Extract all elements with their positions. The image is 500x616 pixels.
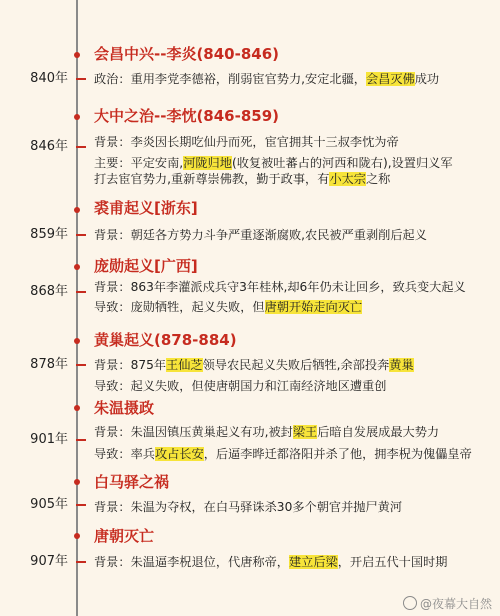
timeline-tick [76, 291, 86, 293]
highlight: 会昌灭佛 [366, 72, 415, 86]
timeline-dot [74, 533, 80, 539]
section-line: 背景：朱温为夺权，在白马驿诛杀30多个朝官并抛尸黄河 [94, 500, 403, 514]
year-label: 859年 [30, 227, 68, 242]
section-line: 背景：朝廷各方势力斗争严重逐渐腐败,农民被严重剥削后起义 [94, 228, 427, 242]
highlight: 攻占长安 [154, 447, 204, 461]
timeline-tick [76, 146, 86, 148]
highlight: 黄巢 [389, 358, 414, 372]
timeline-dot [74, 338, 80, 344]
section-line: 导致：起义失败，但使唐朝国力和江南经济地区遭重创 [94, 379, 387, 393]
timeline-axis [76, 0, 78, 616]
section-line: 背景：875年王仙芝领导农民起义失败后牺牲,余部投奔黄巢 [94, 358, 414, 372]
section-line: 背景：朱温因镇压黄巢起义有功,被封梁王后暗自发展成最大势力 [94, 425, 440, 439]
section-line: 背景：863年李灌派戍兵守3年桂林,却6年仍未让回乡，致兵变大起义 [94, 280, 466, 294]
section-line: 背景：朱温逼李柷退位，代唐称帝，建立后梁，开启五代十国时期 [94, 555, 448, 569]
watermark-icon [403, 596, 417, 610]
year-label: 878年 [30, 357, 68, 372]
timeline-tick [76, 78, 86, 80]
section-title: 朱温摄政 [94, 399, 155, 417]
year-label: 907年 [30, 554, 68, 569]
section-title: 庞勋起义[广西] [94, 257, 198, 275]
timeline-tick [76, 234, 86, 236]
year-label: 840年 [30, 71, 68, 86]
highlight: 唐朝开始走向灭亡 [264, 300, 363, 314]
year-label: 846年 [30, 139, 68, 154]
section-title: 大中之治--李忱(846-859) [94, 107, 280, 125]
section-title: 唐朝灭亡 [94, 527, 155, 545]
section-line: 政治：重用李党李德裕，削弱宦官势力,安定北疆，会昌灭佛成功 [94, 72, 440, 86]
timeline-dot [74, 479, 80, 485]
section-title: 白马驿之祸 [94, 473, 170, 491]
timeline-tick [76, 561, 86, 563]
timeline-tick [76, 364, 86, 366]
timeline-tick [76, 439, 86, 441]
year-label: 868年 [30, 284, 68, 299]
timeline-dot [74, 114, 80, 120]
section-title: 黄巢起义(878-884) [94, 331, 237, 349]
section-line: 导致：庞勋牺牲，起义失败，但唐朝开始走向灭亡 [94, 300, 363, 314]
section-line: 打去宦官势力,重新尊崇佛教，勤于政事，有小太宗之称 [94, 172, 391, 186]
watermark: @夜幕大自然 [403, 595, 492, 612]
timeline-dot [74, 52, 80, 58]
section-line: 导致：率兵攻占长安，后逼李晔迁都洛阳并杀了他，拥李柷为傀儡皇帝 [94, 447, 472, 461]
timeline-dot [74, 264, 80, 270]
highlight: 建立后梁 [289, 555, 338, 569]
year-label: 901年 [30, 432, 68, 447]
timeline-dot [74, 207, 80, 213]
highlight: 梁王 [292, 425, 318, 439]
highlight: 王仙芝 [166, 358, 203, 372]
timeline-dot [74, 405, 80, 411]
timeline-tick [76, 504, 86, 506]
section-line: 主要：平定安南,河陇归地(收复被吐蕃占的河西和陇右),设置归义军 [94, 156, 453, 170]
section-line: 背景：李炎因长期吃仙丹而死，宦官拥其十三叔李忱为帝 [94, 135, 399, 149]
highlight: 小太宗 [329, 172, 366, 186]
highlight: 河陇归地 [183, 156, 232, 170]
section-title: 会昌中兴--李炎(840-846) [94, 45, 280, 63]
section-title: 裘甫起义[浙东] [94, 199, 198, 217]
year-label: 905年 [30, 497, 68, 512]
